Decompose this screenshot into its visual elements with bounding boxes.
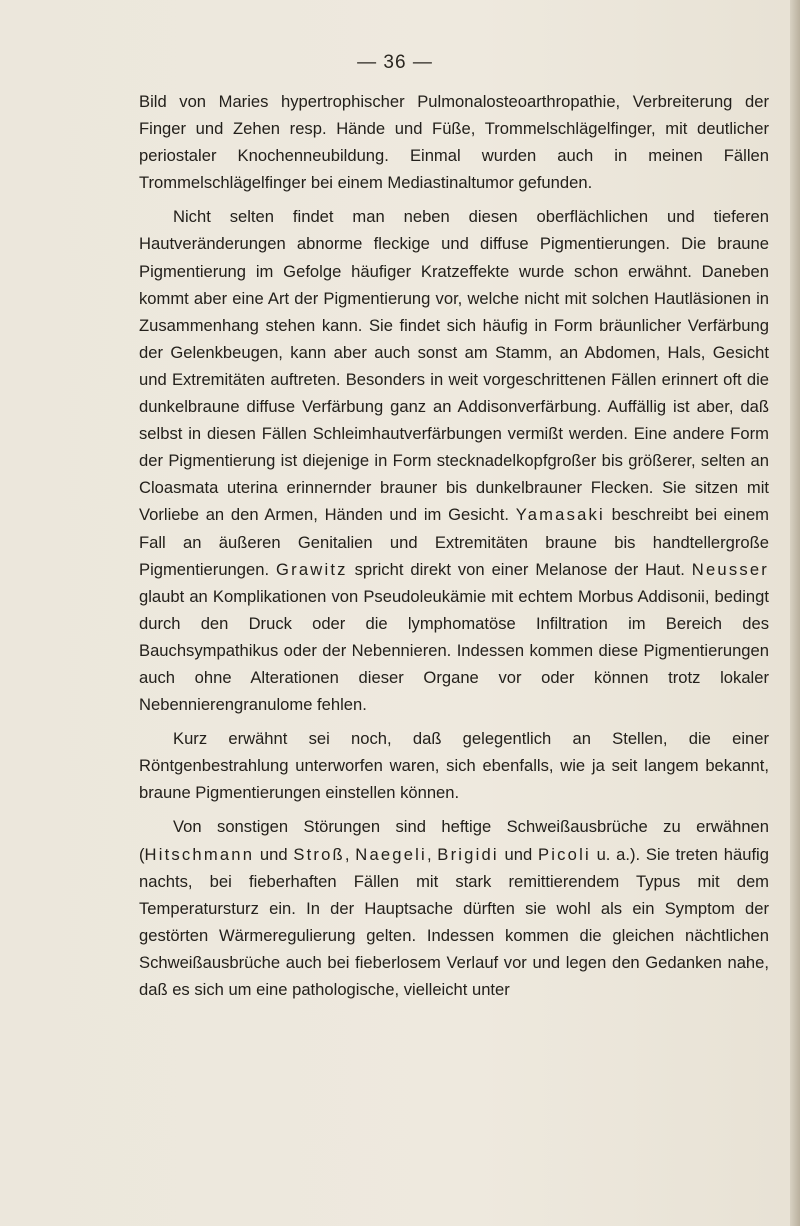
paragraph-3: Kurz erwähnt sei noch, daß gelegentlich an Stellen, die einer Röntgenbestrahlung unterworfen waren, sich ebenfalls, wie ja seit langem bekannt, braune Pigmentierungen einstellen können. <box>139 729 769 803</box>
paragraph-2-text-neusser: glaubt an Komplikationen von Pseudoleukämie mit echtem Morbus Addisonii, bedingt durch den Druck oder die lymphomatöse Infiltration im Bereich des Bauchsympathikus oder der Nebennieren. Indessen kommen diese Pigmentierungen auch ohne Alterationen dieser Organe vor oder können trotz lokaler Nebennierengranulome fehlen. <box>139 586 769 715</box>
page-number: — 36 — <box>357 52 433 73</box>
paragraph-4-text-a: Von sonstigen Störungen sind heftige Schweißausbrüche zu erwähnen ( <box>139 817 769 864</box>
paragraph-4-text-c: , <box>344 844 356 864</box>
author-name-naegeli: Naegeli <box>355 844 427 864</box>
paragraph-4 <box>139 813 769 1003</box>
paragraph-1: Bild von Maries hypertrophischer Pulmonalosteoarthropathie, Verbreiterung der Finger und Zehen resp. Hände und Füße, Trommelschlägelfinger, mit deutlicher periostaler Knochenneubildung. Einmal wurden auch in meinen Fällen Trommelschlägelfinger bei einem Mediastinaltumor gefunden. <box>139 92 769 193</box>
author-name-yamasaki: Yamasaki <box>515 505 605 525</box>
author-name-picoli: Picoli <box>537 844 591 864</box>
author-name-grawitz: Grawitz <box>276 559 348 579</box>
paragraph-2 <box>139 203 769 718</box>
author-name-brigidi: Brigidi <box>437 844 499 864</box>
paragraph-2-text: Nicht selten findet man neben diesen oberflächlichen und tieferen Hautveränderungen abnorme fleckige und diffuse Pigmentierungen. Die braune Pigmentierung im Gefolge häufiger Kratzeffekte wurde schon erwähnt. Daneben kommt aber eine Art der Pigmentierung vor, welche nicht mit solchen Hautläsionen in Zusammenhang stehen kann. Sie findet sich häufig in Form bräunlicher Verfärbung der Gelenkbeugen, kann aber auch sonst am Stamm, an Abdomen, Hals, Gesicht und Extremitäten auftreten. Besonders in weit vorgeschrittenen Fällen erinnert oft die dunkelbraune diffuse Verfärbung ganz an Addisonverfärbung. Auffällig ist aber, daß selbst in diesen Fällen Schleimhautverfärbungen vermißt werden. Eine andere Form der Pigmentierung ist diejenige in Form stecknadelkopfgroßer bis größerer, selten an Cloasmata uterina erinnernder brauner bis dunkelbrauner Flecken. Sie sitzen mit Vorliebe an den Armen, Händen und im Gesicht. <box>139 207 769 525</box>
page-edge-shadow <box>790 0 800 1226</box>
author-name-hitschmann: Hitschmann <box>144 844 255 864</box>
author-name-neusser: Neusser <box>691 559 769 579</box>
paragraph-4-text-f: u. a.). Sie treten häufig nachts, bei fieberhaften Fällen mit stark remittierendem Typus mit dem Temperatursturz ein. In der Hauptsache dürften sie wohl als ein Symptom der gestörten Wärmeregulierung gelten. Indessen kommen die gleichen nächtlichen Schweißausbrüche auch bei fieberlosem Verlauf vor und legen den Gedanken nahe, daß es sich um eine pathologische, vielleicht unter <box>139 844 769 999</box>
paragraph-4-text-d: , <box>426 844 438 864</box>
paragraph-2-text-yamasaki: beschreibt bei einem Fall an äußeren Genitalien und Extremitäten braune bis handtellergroße Pigmentierungen. <box>139 505 769 579</box>
author-name-stross: Stroß <box>293 844 345 864</box>
body-text <box>139 88 769 1003</box>
paragraph-4-text-e: und <box>498 844 538 864</box>
paragraph-2-text-grawitz: spricht direkt von einer Melanose der Haut. <box>347 559 692 579</box>
paragraph-4-text-b: und <box>254 844 294 864</box>
